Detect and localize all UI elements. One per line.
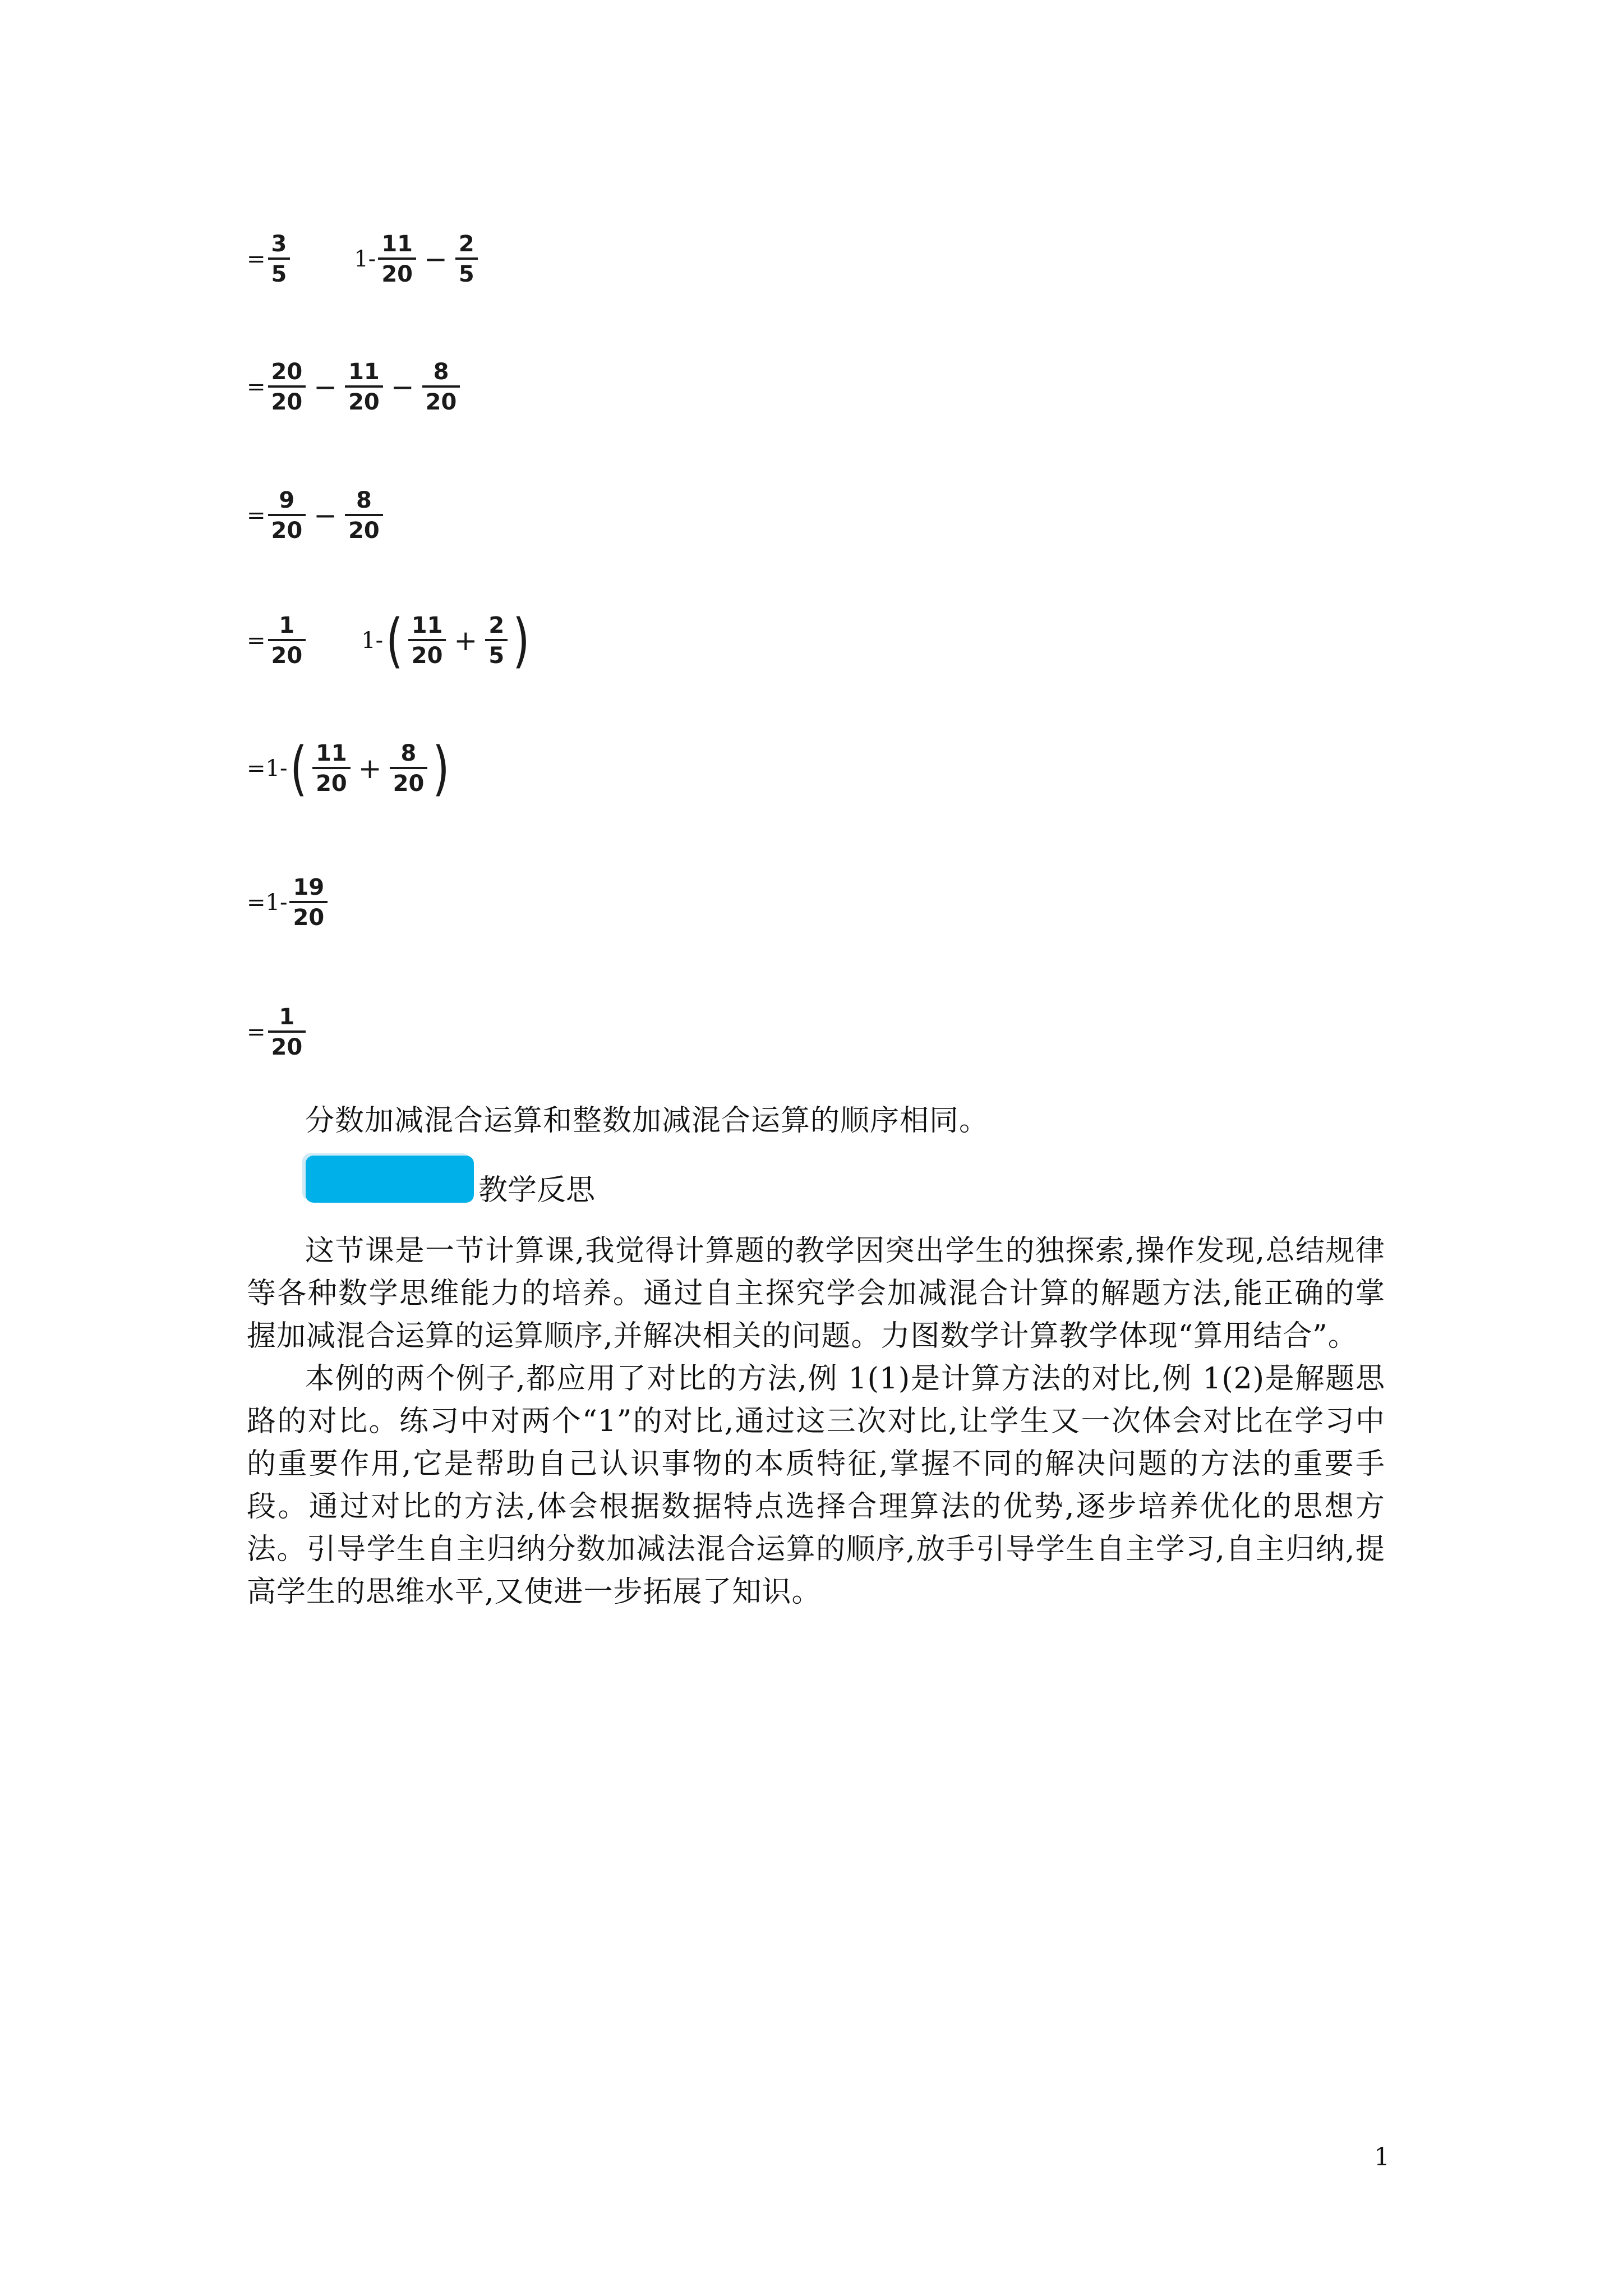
- math-line-3: [247, 489, 385, 542]
- plus-operator: +: [358, 752, 382, 785]
- fraction: $\frac{9}{20}$: [268, 489, 306, 542]
- minus-operator: −: [424, 243, 448, 275]
- fraction: $\frac{11}{20}$: [378, 233, 416, 286]
- fraction: $\frac{11}{20}$: [345, 361, 383, 413]
- fraction: $\frac{19}{20}$: [289, 876, 328, 929]
- equals-sign: =: [247, 1019, 266, 1045]
- fraction: $\frac{1}{20}$: [268, 1006, 306, 1059]
- left-paren: (: [386, 606, 403, 675]
- minus-operator: −: [390, 371, 414, 403]
- equals-one-minus: =1-: [247, 756, 288, 781]
- math-line-5: [247, 734, 453, 803]
- fraction: $\frac{3}{5}$: [268, 233, 291, 286]
- math-line-7: [247, 1006, 308, 1059]
- fraction: $\frac{8}{20}$: [390, 742, 428, 795]
- fraction: $\frac{11}{20}$: [408, 614, 446, 667]
- equals-sign: =: [247, 628, 266, 654]
- fraction: $\frac{1}{20}$: [268, 614, 306, 667]
- math-line-2: [247, 361, 462, 413]
- equals-sign: =: [247, 246, 266, 272]
- equals-sign: =: [247, 503, 266, 528]
- math-line-1: [247, 233, 480, 286]
- equals-one-minus: =1-: [247, 890, 288, 915]
- plus-operator: +: [454, 624, 478, 657]
- one-minus: 1-: [361, 628, 384, 654]
- reflection-paragraph-1: 这节课是一节计算课,我觉得计算题的教学因突出学生的独探索,操作发现,总结规律等各种数学思维能力的培养。通过自主探究学会加减混合计算的解题方法,能正确的掌握加减混合运算的运算顺序,并解决相关的问题。力图数学计算教学体现“算用结合”。: [247, 1234, 1385, 1353]
- minus-operator: −: [313, 499, 338, 532]
- one-minus: 1-: [354, 246, 376, 272]
- conclusion-text: 分数加减混合运算和整数加减混合运算的顺序相同。: [305, 1104, 989, 1138]
- fraction: $\frac{8}{20}$: [422, 361, 460, 413]
- fraction: $\frac{2}{5}$: [455, 233, 478, 286]
- math-line-6: [247, 876, 330, 929]
- page-number: 1: [1374, 2143, 1390, 2171]
- left-paren: (: [290, 734, 307, 803]
- minus-operator: −: [313, 371, 338, 403]
- fraction: $\frac{8}{20}$: [345, 489, 383, 542]
- reflection-paragraph-2: 本例的两个例子,都应用了对比的方法,例 1(1)是计算方法的对比,例 1(2)是解题思路的对比。练习中对两个“1”的对比,通过这三次对比,让学生又一次体会对比在学习中的重要作用,它是帮助自己认识事物的本质特征,掌握不同的解决问题的方法的重要手段。通过对比的方法,体会根据数据特点选择合理算法的优势,逐步培养优化的思想方法。引导学生自主归纳分数加减法混合运算的顺序,放手引导学生自主学习,自主归纳,提高学生的思维水平,又使进一步拓展了知识。: [247, 1362, 1385, 1609]
- section-title: 教学反思: [478, 1173, 596, 1207]
- section-heading: [306, 1151, 595, 1207]
- equals-sign: =: [247, 374, 266, 400]
- fraction: $\frac{2}{5}$: [485, 614, 508, 667]
- fraction: $\frac{11}{20}$: [312, 742, 351, 795]
- fraction: $\frac{20}{20}$: [268, 361, 306, 413]
- section-badge: [306, 1156, 474, 1203]
- right-paren: ): [432, 734, 450, 803]
- math-line-4: [247, 606, 533, 675]
- right-paren: ): [513, 606, 530, 675]
